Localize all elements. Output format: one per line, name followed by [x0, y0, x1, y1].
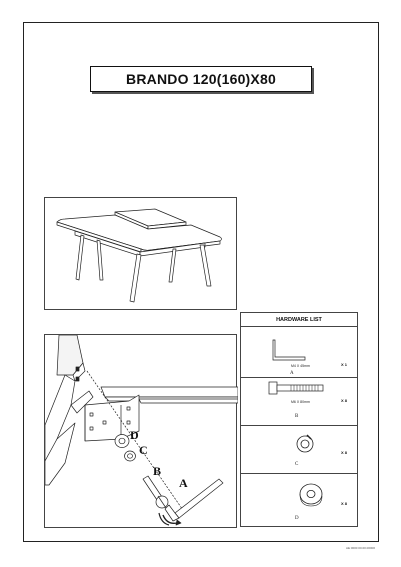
hardware-item-a	[241, 327, 357, 378]
hardware-letter-a: A	[290, 371, 294, 376]
hardware-letter-b: B	[295, 414, 299, 419]
title-box	[90, 66, 312, 92]
label-d: D	[130, 428, 139, 442]
label-c: C	[139, 443, 148, 457]
hardware-size-b: M6 X 80mm	[291, 400, 310, 404]
footer-code: AE 0000 00.00.00000	[345, 546, 375, 550]
hardware-item-b	[241, 378, 357, 426]
hardware-qty-d: X 8	[340, 501, 347, 506]
extendable-table-drawing	[45, 198, 238, 311]
allen-key-icon	[241, 327, 359, 378]
hardware-qty-a: X 1	[340, 362, 347, 367]
hardware-list-title: HARDWARE LIST	[241, 313, 357, 327]
leg-assembly-drawing	[45, 335, 238, 529]
label-b: B	[153, 464, 162, 478]
hardware-letter-c: C	[295, 462, 299, 467]
hardware-size-a: M4 X 45mm	[291, 364, 310, 368]
product-title: BRANDO 120(160)X80	[126, 71, 276, 87]
label-a: A	[179, 476, 188, 490]
hardware-list-panel	[240, 312, 358, 527]
hardware-item-c	[241, 426, 357, 474]
assembly-detail-panel	[44, 334, 237, 528]
table-illustration-panel	[44, 197, 237, 310]
hardware-item-d	[241, 474, 357, 528]
hardware-qty-c: X 8	[340, 450, 347, 455]
hardware-qty-b: X 8	[340, 398, 347, 403]
hardware-letter-d: D	[295, 516, 299, 521]
